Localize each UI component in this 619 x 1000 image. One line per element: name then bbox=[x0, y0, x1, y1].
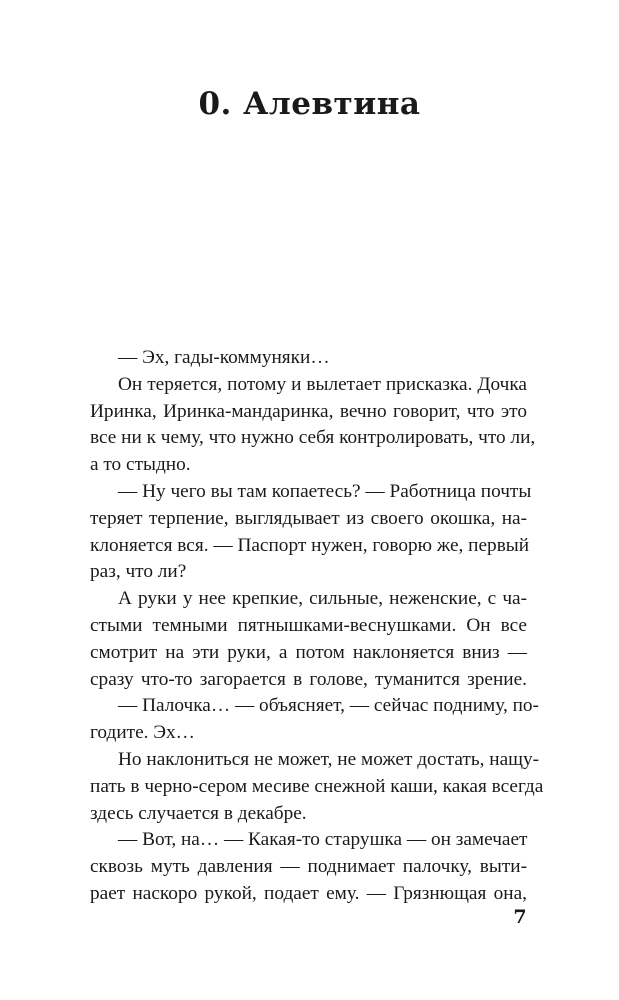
text-line: годите. Эх… bbox=[90, 722, 195, 744]
text-line: смотрит на эти руки, а потом наклоняется вниз — bbox=[90, 641, 527, 663]
text-line: здесь случается в декабре. bbox=[90, 802, 307, 824]
body-text bbox=[90, 345, 544, 908]
text-line: раз, что ли? bbox=[90, 561, 187, 583]
text-line: сразу что-то загорается в голове, туманится зрение. bbox=[90, 668, 527, 690]
text-line: — Ну чего вы там копаетесь? — Работница почты bbox=[118, 480, 532, 502]
text-line: — Эх, гады-коммуняки… bbox=[118, 347, 330, 368]
text-line: клоняется вся. — Паспорт нужен, говорю же, первый bbox=[90, 534, 530, 556]
chapter-title: 0. Алевтина bbox=[198, 86, 421, 122]
text-line: все ни к чему, что нужно себя контролировать, что ли, bbox=[90, 427, 536, 449]
text-line: Он теряется, потому и вылетает присказка. Дочка bbox=[118, 373, 527, 395]
text-line: Но наклониться не может, не может достать, нащу- bbox=[118, 748, 540, 770]
text-line: — Палочка… — объясняет, — сейчас подниму, по- bbox=[118, 695, 539, 717]
text-line: пать в черно-сером месиве снежной каши, какая всегда bbox=[90, 775, 544, 797]
text-line: а то стыдно. bbox=[90, 454, 191, 476]
text-line: теряет терпение, выглядывает из своего окошка, на- bbox=[90, 507, 527, 529]
text-line: Иринка, Иринка-мандаринка, вечно говорит, что это bbox=[90, 400, 527, 422]
text-line: А руки у нее крепкие, сильные, неженские, с ча- bbox=[118, 588, 527, 610]
text-line: — Вот, на… — Какая-то старушка — он замечает bbox=[118, 829, 528, 851]
text-line: сквозь муть давления — поднимает палочку, выти- bbox=[90, 856, 527, 878]
page-number: 7 bbox=[513, 906, 527, 928]
text-line: стыми темными пятнышками-веснушками. Он все bbox=[90, 614, 527, 636]
text-line: рает наскоро рукой, подает ему. — Грязнющая она, bbox=[90, 882, 527, 904]
